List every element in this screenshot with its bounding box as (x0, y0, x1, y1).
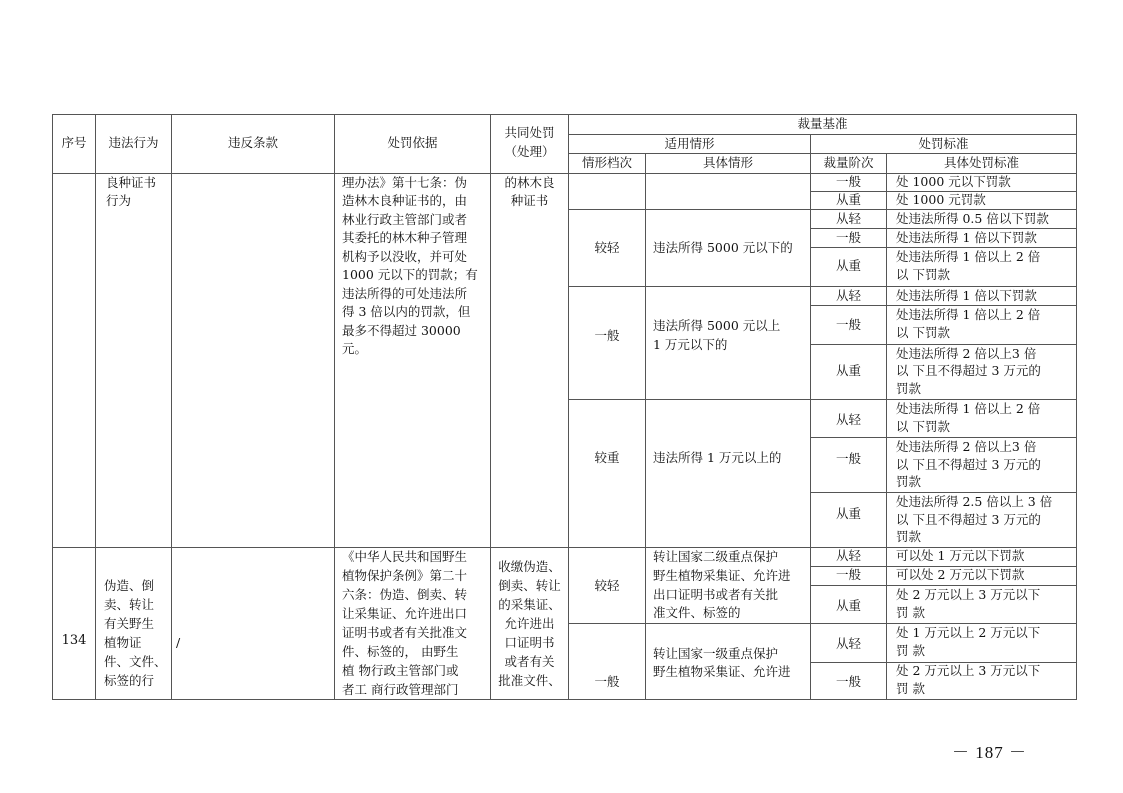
level-label: 较轻 (594, 240, 620, 255)
header-seq: 序号 (61, 135, 87, 150)
row133-basis-line: 其委托的林木种子管理 (342, 230, 468, 245)
circumstance: 转让国家二级重点保护 (653, 549, 779, 564)
row133-basis-line: 理办法》第十七条：伪 (342, 175, 468, 190)
row133-behavior-line: 良种证书 (106, 175, 157, 190)
row134-joint-line: 批准文件、 (498, 673, 561, 688)
header-level: 情形档次 (581, 155, 632, 170)
level-label: 一般 (594, 674, 620, 689)
penalty-standard: 处违法所得 1 倍以下罚款 (896, 230, 1037, 245)
row134-basis-line: 让采集证、允许进出口 (342, 606, 468, 621)
row134-basis-line: 植物保护条例》第二十 (342, 568, 468, 583)
penalty-standard: 处违法所得 1 倍以上 2 倍 (896, 307, 1041, 322)
row133-basis-line: 最多不得超过 30000 (342, 323, 461, 338)
penalty-standard: 处违法所得 1 倍以上 2 倍 (896, 249, 1041, 264)
penalty-standard: 处违法所得 2 倍以上3 倍 (896, 346, 1037, 361)
circumstance: 1 万元以下的 (653, 337, 728, 352)
row134-joint-line: 允许进出 (504, 616, 555, 631)
page-number: － 187 － (952, 743, 1027, 762)
discretion-stage: 从重 (835, 506, 861, 521)
discretion-stage: 从轻 (835, 288, 861, 303)
row133-basis-line: 造林木良种证书的，由 (342, 193, 468, 208)
circumstance: 野生植物采集证、允许进 (653, 664, 791, 679)
penalty-standard: 以 下且不得超过 3 万元的 (896, 363, 1041, 378)
circumstance: 违法所得 1 万元以上的 (653, 450, 782, 465)
discretion-stage: 一般 (835, 674, 861, 689)
header-circumstance: 具体情形 (702, 155, 753, 170)
penalty-standard: 处 2 万元以上 3 万元以下 (896, 663, 1041, 678)
discretion-stage: 从重 (835, 598, 861, 613)
row133-basis-line: 1000 元以下的罚款；有 (342, 267, 478, 282)
row134-joint-line: 收缴伪造、 (498, 559, 561, 574)
row134-behavior-line: 件、文件、 (104, 654, 167, 669)
row134-basis-line: 《中华人民共和国野生 (342, 549, 468, 564)
level-label: 较轻 (594, 578, 620, 593)
penalty-standard: 处违法所得 2.5 倍以上 3 倍 (896, 494, 1053, 509)
header-discretion-level: 裁量阶次 (823, 155, 874, 170)
discretion-stage: 从轻 (835, 548, 861, 563)
discretion-stage: 从轻 (835, 412, 861, 427)
penalty-standard: 处 1000 元罚款 (896, 192, 986, 207)
penalty-standard: 可以处 1 万元以下罚款 (896, 548, 1025, 563)
row134-basis-line: 者工 商行政管理部门 (342, 682, 459, 697)
penalty-standard: 处 1 万元以上 2 万元以下 (896, 625, 1041, 640)
penalty-standard: 可以处 2 万元以下罚款 (896, 567, 1025, 582)
level-label: 较重 (594, 450, 620, 465)
header-joint-sub: （处理） (504, 144, 555, 159)
row134-behavior-line: 伪造、倒 (104, 578, 155, 593)
circumstance: 转让国家一级重点保护 (653, 646, 779, 661)
header-specific-standard: 具体处罚标准 (943, 155, 1019, 170)
circumstance: 出口证明书或者有关批 (653, 587, 779, 602)
penalty-standard: 以 下且不得超过 3 万元的 (896, 512, 1041, 527)
discretion-stage: 从轻 (835, 211, 861, 226)
circumstance: 违法所得 5000 元以下的 (653, 240, 793, 255)
penalty-standard: 处违法所得 1 倍以下罚款 (896, 288, 1037, 303)
discretion-stage: 一般 (835, 451, 861, 466)
header-basis: 处罚依据 (387, 135, 438, 150)
discretion-stage: 一般 (835, 317, 861, 332)
row134-clause: / (176, 635, 181, 650)
discretion-stage: 一般 (835, 230, 861, 245)
penalty-standard: 以 下罚款 (896, 419, 950, 434)
penalty-standard: 罚 款 (896, 643, 925, 658)
penalty-standard: 罚款 (896, 381, 922, 396)
row134-seq: 134 (61, 633, 87, 648)
header-discretion: 裁量基准 (797, 116, 848, 131)
row133-behavior-line: 行为 (106, 193, 132, 208)
penalty-standard: 处违法所得 2 倍以上3 倍 (896, 439, 1037, 454)
penalty-standard: 以 下罚款 (896, 267, 950, 282)
discretion-stage: 从重 (835, 363, 861, 378)
penalty-standard: 处 2 万元以上 3 万元以下 (896, 587, 1041, 602)
row134-basis-line: 件、标签的， 由野生 (342, 644, 459, 659)
row133-basis-line: 机构予以没收，并可处 (342, 249, 468, 264)
row134-behavior-line: 有关野生 (104, 616, 155, 631)
circumstance: 违法所得 5000 元以上 (653, 318, 781, 333)
penalty-standard: 罚款 (896, 474, 922, 489)
circumstance: 野生植物采集证、允许进 (653, 568, 791, 583)
row133-basis-line: 得 3 倍以内的罚款，但 (342, 304, 471, 319)
penalty-standard: 罚 款 (896, 681, 925, 696)
row133-basis-line: 林业行政主管部门或者 (342, 212, 468, 227)
discretion-stage: 从轻 (835, 636, 861, 651)
row134-behavior-line: 卖、转让 (104, 597, 155, 612)
row134-joint-line: 口证明书 (504, 635, 555, 650)
penalty-standard: 以 下且不得超过 3 万元的 (896, 457, 1041, 472)
penalty-standard: 处违法所得 0.5 倍以下罚款 (896, 211, 1049, 226)
row133-basis-line: 元。 (342, 341, 368, 356)
row134-behavior-line: 植物证 (104, 635, 142, 650)
discretion-stage: 从重 (835, 258, 861, 273)
row134-joint-line: 的采集证、 (498, 597, 561, 612)
row134-behavior-line: 标签的行 (104, 673, 155, 688)
discretion-stage: 一般 (835, 174, 861, 189)
discretion-stage: 一般 (835, 567, 861, 582)
discretion-stage: 从重 (835, 192, 861, 207)
penalty-standard: 罚 款 (896, 605, 925, 620)
header-joint: 共同处罚 (504, 125, 555, 140)
row133-basis-line: 违法所得的可处违法所 (342, 286, 468, 301)
penalty-standard: 处违法所得 1 倍以上 2 倍 (896, 401, 1041, 416)
level-label: 一般 (594, 328, 620, 343)
row134-joint-line: 倒卖、转让 (498, 578, 561, 593)
header-penalty-standard: 处罚标准 (918, 136, 969, 151)
row133-joint-line: 的林木良 (504, 175, 555, 190)
penalty-standard: 罚款 (896, 529, 922, 544)
row134-basis-line: 证明书或者有关批准文 (342, 625, 468, 640)
penalty-standard: 处 1000 元以下罚款 (896, 174, 1011, 189)
header-behavior: 违法行为 (108, 135, 159, 150)
circumstance: 准文件、标签的 (653, 605, 741, 620)
row134-basis-line: 六条：伪造、倒卖、转 (342, 587, 468, 602)
header-clause: 违反条款 (227, 135, 278, 150)
row133-joint-line: 种证书 (510, 193, 549, 208)
penalty-standard: 以 下罚款 (896, 325, 950, 340)
row134-joint-line: 或者有关 (504, 654, 555, 669)
header-applicable: 适用情形 (664, 136, 715, 151)
row134-basis-line: 植 物行政主管部门或 (342, 663, 459, 678)
